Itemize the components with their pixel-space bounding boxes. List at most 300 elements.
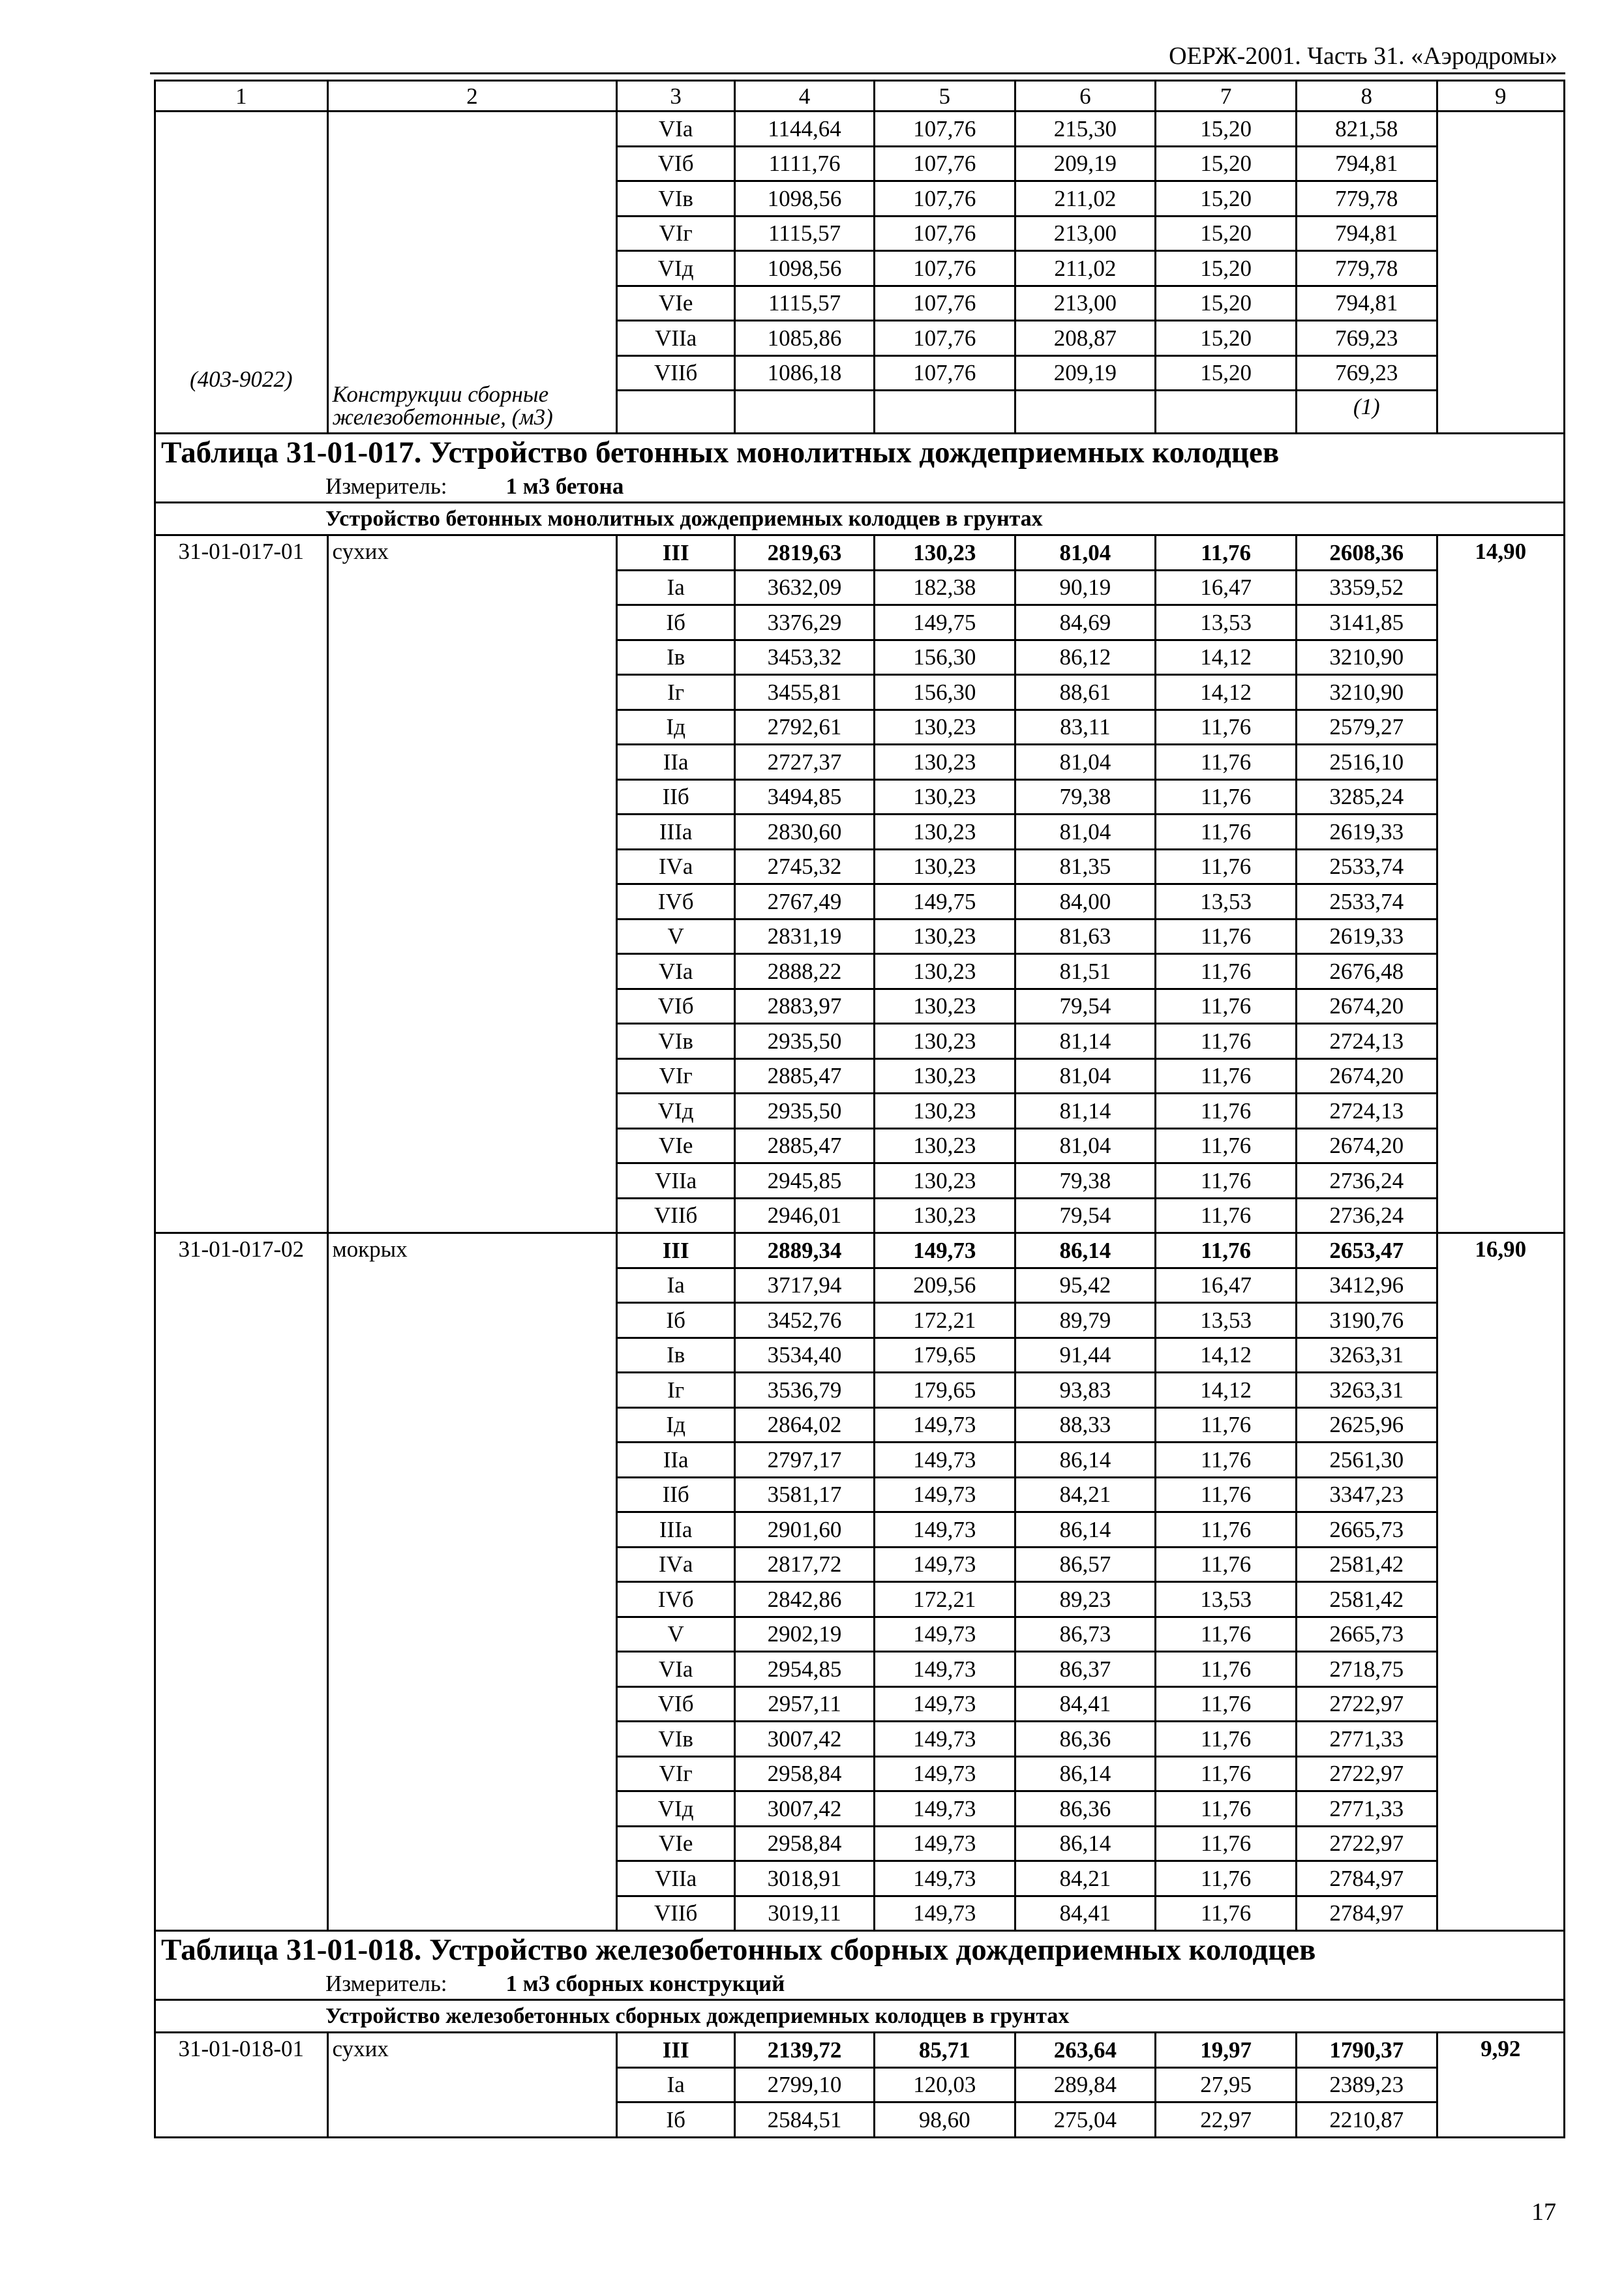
zone-cell: Iа [617, 2067, 735, 2102]
value-cell: 2799,10 [735, 2067, 875, 2102]
value-cell: 2883,97 [735, 989, 875, 1024]
value-cell: 11,76 [1156, 1861, 1297, 1896]
zone-cell: III [617, 535, 735, 571]
value-cell: 107,76 [874, 181, 1015, 217]
table-title-row [155, 1931, 1565, 1969]
col9-cell: 9,92 [1437, 2033, 1564, 2138]
column-number: 3 [617, 81, 735, 112]
value-cell: 81,04 [1015, 1128, 1156, 1163]
value-cell: 149,73 [874, 1407, 1015, 1443]
value-cell: 179,65 [874, 1373, 1015, 1408]
value-cell: 2533,74 [1296, 884, 1437, 920]
value-cell: 11,76 [1156, 710, 1297, 745]
value-cell: 1098,56 [735, 181, 875, 217]
zone-cell: VIIа [617, 1163, 735, 1199]
col9-cell: 14,90 [1437, 535, 1564, 1233]
value-cell: 2797,17 [735, 1443, 875, 1478]
value-cell: 3581,17 [735, 1477, 875, 1512]
zone-cell: IIб [617, 1477, 735, 1512]
value-cell: 81,35 [1015, 849, 1156, 884]
value-cell: 149,73 [874, 1791, 1015, 1827]
column-number: 6 [1015, 81, 1156, 112]
value-cell: 2767,49 [735, 884, 875, 920]
value-cell: 86,14 [1015, 1826, 1156, 1861]
zone-cell: Iв [617, 640, 735, 675]
value-cell: 84,41 [1015, 1896, 1156, 1931]
value-cell: 19,97 [1156, 2033, 1297, 2068]
value-cell: 81,14 [1015, 1024, 1156, 1059]
value-cell: 1098,56 [735, 251, 875, 286]
zone-cell: VIд [617, 1791, 735, 1827]
value-cell: 15,20 [1156, 146, 1297, 181]
value-cell: 3190,76 [1296, 1303, 1437, 1338]
value-cell: 83,11 [1015, 710, 1156, 745]
value-cell: 93,83 [1015, 1373, 1156, 1408]
value-cell: 86,14 [1015, 1443, 1156, 1478]
value-cell: 13,53 [1156, 884, 1297, 920]
value-cell: 211,02 [1015, 181, 1156, 217]
col9-cell [1437, 112, 1564, 434]
subtitle-row [155, 2000, 1565, 2033]
resource-code: (403-9022) [155, 112, 328, 434]
value-cell: 1086,18 [735, 355, 875, 391]
value-cell: 2722,97 [1296, 1756, 1437, 1791]
value-cell: 14,12 [1156, 675, 1297, 710]
zone-cell: IIIа [617, 815, 735, 850]
column-number: 8 [1296, 81, 1437, 112]
value-cell: 11,76 [1156, 989, 1297, 1024]
zone-cell: IIб [617, 779, 735, 815]
value-cell: 3210,90 [1296, 675, 1437, 710]
value-cell: 130,23 [874, 710, 1015, 745]
value-cell: 85,71 [874, 2033, 1015, 2068]
value-cell: 3717,94 [735, 1268, 875, 1303]
value-cell: 84,41 [1015, 1686, 1156, 1722]
value-cell: 11,76 [1156, 1547, 1297, 1582]
value-cell: 11,76 [1156, 745, 1297, 780]
value-cell: 2581,42 [1296, 1582, 1437, 1617]
zone-cell: Iд [617, 710, 735, 745]
value-cell: 11,76 [1156, 1024, 1297, 1059]
zone-cell: VIа [617, 954, 735, 989]
value-cell: 3412,96 [1296, 1268, 1437, 1303]
value-cell: 1085,86 [735, 321, 875, 356]
value-cell: 130,23 [874, 779, 1015, 815]
value-cell: 86,37 [1015, 1652, 1156, 1687]
zone-cell: VIб [617, 989, 735, 1024]
value-cell: 2935,50 [735, 1024, 875, 1059]
value-cell: 2674,20 [1296, 1128, 1437, 1163]
zone-cell: VIв [617, 1024, 735, 1059]
note-cell: (1) [1296, 391, 1437, 434]
value-cell: 2945,85 [735, 1163, 875, 1199]
value-cell: 2958,84 [735, 1756, 875, 1791]
value-cell: 130,23 [874, 989, 1015, 1024]
measure-row [155, 471, 1565, 503]
value-cell: 1111,76 [735, 146, 875, 181]
value-cell: 130,23 [874, 1163, 1015, 1199]
value-cell: 779,78 [1296, 251, 1437, 286]
zone-cell: Iв [617, 1338, 735, 1373]
value-cell: 2784,97 [1296, 1861, 1437, 1896]
value-cell: 130,23 [874, 1128, 1015, 1163]
zone-cell: Iб [617, 1303, 735, 1338]
value-cell: 98,60 [874, 2102, 1015, 2138]
value-cell: 2608,36 [1296, 535, 1437, 571]
value-cell: 2619,33 [1296, 815, 1437, 850]
zone-cell: VIг [617, 1756, 735, 1791]
value-cell: 11,76 [1156, 1163, 1297, 1199]
subtitle-row [155, 503, 1565, 535]
value-cell: 2885,47 [735, 1128, 875, 1163]
value-cell: 2581,42 [1296, 1547, 1437, 1582]
value-cell: 769,23 [1296, 355, 1437, 391]
value-cell: 149,73 [874, 1443, 1015, 1478]
value-cell: 2935,50 [735, 1094, 875, 1129]
rate-name: мокрых [327, 1233, 617, 1931]
zone-cell: III [617, 1233, 735, 1268]
value-cell: 213,00 [1015, 216, 1156, 251]
value-cell: 2889,34 [735, 1233, 875, 1268]
value-cell: 81,14 [1015, 1094, 1156, 1129]
value-cell: 91,44 [1015, 1338, 1156, 1373]
value-cell: 95,42 [1015, 1268, 1156, 1303]
value-cell: 15,20 [1156, 216, 1297, 251]
value-cell: 130,23 [874, 745, 1015, 780]
value-cell: 107,76 [874, 216, 1015, 251]
zone-cell: IVб [617, 884, 735, 920]
value-cell: 769,23 [1296, 321, 1437, 356]
zone-cell: VIб [617, 1686, 735, 1722]
value-cell: 11,76 [1156, 954, 1297, 989]
value-cell: 2674,20 [1296, 1058, 1437, 1094]
value-cell: 81,04 [1015, 1058, 1156, 1094]
value-cell: 2389,23 [1296, 2067, 1437, 2102]
value-cell: 209,56 [874, 1268, 1015, 1303]
rate-code: 31-01-018-01 [155, 2033, 328, 2138]
value-cell: 149,73 [874, 1861, 1015, 1896]
value-cell: 15,20 [1156, 355, 1297, 391]
zone-cell: V [617, 1617, 735, 1652]
value-cell: 84,69 [1015, 605, 1156, 640]
value-cell: 149,73 [874, 1512, 1015, 1548]
value-cell: 3019,11 [735, 1896, 875, 1931]
value-cell: 3347,23 [1296, 1477, 1437, 1512]
value-cell: 81,04 [1015, 745, 1156, 780]
value-cell: 86,12 [1015, 640, 1156, 675]
zone-cell: VIд [617, 1094, 735, 1129]
value-cell: 16,47 [1156, 570, 1297, 605]
value-cell: 2210,87 [1296, 2102, 1437, 2138]
value-cell: 86,14 [1015, 1233, 1156, 1268]
zone-cell: VIд [617, 251, 735, 286]
value-cell: 11,76 [1156, 1791, 1297, 1827]
value-cell: 130,23 [874, 919, 1015, 954]
zone-cell: Iд [617, 1407, 735, 1443]
empty-cell [874, 391, 1015, 434]
value-cell: 11,76 [1156, 1128, 1297, 1163]
column-number: 5 [874, 81, 1015, 112]
value-cell: 2771,33 [1296, 1722, 1437, 1757]
value-cell: 130,23 [874, 815, 1015, 850]
value-cell: 2830,60 [735, 815, 875, 850]
value-cell: 86,14 [1015, 1756, 1156, 1791]
value-cell: 821,58 [1296, 112, 1437, 147]
value-cell: 11,76 [1156, 815, 1297, 850]
value-cell: 2727,37 [735, 745, 875, 780]
value-cell: 79,38 [1015, 779, 1156, 815]
value-cell: 15,20 [1156, 321, 1297, 356]
zone-cell: VIе [617, 286, 735, 321]
value-cell: 11,76 [1156, 1512, 1297, 1548]
value-cell: 130,23 [874, 535, 1015, 571]
value-cell: 2736,24 [1296, 1198, 1437, 1233]
value-cell: 3452,76 [735, 1303, 875, 1338]
value-cell: 2139,72 [735, 2033, 875, 2068]
value-cell: 2957,11 [735, 1686, 875, 1722]
value-cell: 13,53 [1156, 605, 1297, 640]
value-cell: 13,53 [1156, 1303, 1297, 1338]
value-cell: 2901,60 [735, 1512, 875, 1548]
value-cell: 11,76 [1156, 1617, 1297, 1652]
value-cell: 149,73 [874, 1477, 1015, 1512]
value-cell: 11,76 [1156, 1407, 1297, 1443]
value-cell: 3263,31 [1296, 1338, 1437, 1373]
value-cell: 107,76 [874, 286, 1015, 321]
zone-cell: VIб [617, 146, 735, 181]
zone-cell: VIв [617, 1722, 735, 1757]
value-cell: 15,20 [1156, 286, 1297, 321]
value-cell: 794,81 [1296, 146, 1437, 181]
table-row [155, 1233, 1565, 1268]
value-cell: 11,76 [1156, 779, 1297, 815]
value-cell: 3007,42 [735, 1722, 875, 1757]
value-cell: 1144,64 [735, 112, 875, 147]
table-row [155, 2033, 1565, 2068]
zone-cell: IIIа [617, 1512, 735, 1548]
value-cell: 3285,24 [1296, 779, 1437, 815]
empty-cell [1156, 391, 1297, 434]
value-cell: 2619,33 [1296, 919, 1437, 954]
value-cell: 2579,27 [1296, 710, 1437, 745]
value-cell: 130,23 [874, 1024, 1015, 1059]
rates-table [154, 80, 1565, 2138]
value-cell: 1115,57 [735, 216, 875, 251]
zone-cell: VIIб [617, 1198, 735, 1233]
table-row [155, 535, 1565, 571]
table-subtitle: Устройство железобетонных сборных дождеприемных колодцев в грунтах [155, 2000, 1565, 2033]
value-cell: 2885,47 [735, 1058, 875, 1094]
zone-cell: VIIа [617, 321, 735, 356]
value-cell: 289,84 [1015, 2067, 1156, 2102]
zone-cell: VIв [617, 181, 735, 217]
zone-cell: VIIа [617, 1861, 735, 1896]
value-cell: 11,76 [1156, 1477, 1297, 1512]
table-title-row [155, 434, 1565, 471]
page-number: 17 [1531, 2198, 1556, 2226]
rate-code: 31-01-017-01 [155, 535, 328, 1233]
zone-cell: III [617, 2033, 735, 2068]
value-cell: 15,20 [1156, 251, 1297, 286]
value-cell: 11,76 [1156, 1443, 1297, 1478]
empty-cell [617, 391, 735, 434]
value-cell: 2888,22 [735, 954, 875, 989]
value-cell: 130,23 [874, 954, 1015, 989]
column-number: 1 [155, 81, 328, 112]
value-cell: 2817,72 [735, 1547, 875, 1582]
value-cell: 107,76 [874, 112, 1015, 147]
value-cell: 2533,74 [1296, 849, 1437, 884]
value-cell: 779,78 [1296, 181, 1437, 217]
value-cell: 11,76 [1156, 1094, 1297, 1129]
value-cell: 11,76 [1156, 1233, 1297, 1268]
value-cell: 156,30 [874, 675, 1015, 710]
value-cell: 130,23 [874, 1094, 1015, 1129]
table-subtitle: Устройство бетонных монолитных дождеприемных колодцев в грунтах [155, 503, 1565, 535]
value-cell: 2902,19 [735, 1617, 875, 1652]
value-cell: 88,33 [1015, 1407, 1156, 1443]
value-cell: 11,76 [1156, 919, 1297, 954]
value-cell: 149,75 [874, 884, 1015, 920]
value-cell: 84,21 [1015, 1861, 1156, 1896]
value-cell: 3632,09 [735, 570, 875, 605]
value-cell: 2792,61 [735, 710, 875, 745]
value-cell: 149,73 [874, 1686, 1015, 1722]
value-cell: 794,81 [1296, 286, 1437, 321]
value-cell: 179,65 [874, 1338, 1015, 1373]
value-cell: 2516,10 [1296, 745, 1437, 780]
value-cell: 11,76 [1156, 1198, 1297, 1233]
zone-cell: VIе [617, 1826, 735, 1861]
value-cell: 149,73 [874, 1896, 1015, 1931]
value-cell: 81,51 [1015, 954, 1156, 989]
value-cell: 2653,47 [1296, 1233, 1437, 1268]
value-cell: 275,04 [1015, 2102, 1156, 2138]
value-cell: 11,76 [1156, 1722, 1297, 1757]
value-cell: 1115,57 [735, 286, 875, 321]
value-cell: 149,73 [874, 1233, 1015, 1268]
zone-cell: IIа [617, 745, 735, 780]
value-cell: 107,76 [874, 355, 1015, 391]
value-cell: 3455,81 [735, 675, 875, 710]
value-cell: 86,57 [1015, 1547, 1156, 1582]
zone-cell: V [617, 919, 735, 954]
zone-cell: IVа [617, 1547, 735, 1582]
value-cell: 130,23 [874, 1058, 1015, 1094]
value-cell: 84,00 [1015, 884, 1156, 920]
column-number-row [155, 81, 1565, 112]
value-cell: 130,23 [874, 1198, 1015, 1233]
value-cell: 149,73 [874, 1826, 1015, 1861]
value-cell: 14,12 [1156, 1338, 1297, 1373]
value-cell: 2736,24 [1296, 1163, 1437, 1199]
header-title: ОЕРЖ-2001. Часть 31. «Аэродромы» [1169, 42, 1557, 70]
measure-unit [155, 471, 1565, 503]
zone-cell: VIг [617, 216, 735, 251]
value-cell: 13,53 [1156, 1582, 1297, 1617]
value-cell: 14,12 [1156, 640, 1297, 675]
value-cell: 81,63 [1015, 919, 1156, 954]
value-cell: 211,02 [1015, 251, 1156, 286]
zone-cell: VIIб [617, 1896, 735, 1931]
value-cell: 107,76 [874, 251, 1015, 286]
value-cell: 2831,19 [735, 919, 875, 954]
value-cell: 130,23 [874, 849, 1015, 884]
value-cell: 89,23 [1015, 1582, 1156, 1617]
measure-label: Измеритель: [325, 473, 447, 500]
rate-name: сухих [327, 2033, 617, 2138]
value-cell: 2819,63 [735, 535, 875, 571]
rate-code: 31-01-017-02 [155, 1233, 328, 1931]
column-number: 7 [1156, 81, 1297, 112]
value-cell: 172,21 [874, 1582, 1015, 1617]
value-cell: 3534,40 [735, 1338, 875, 1373]
value-cell: 2676,48 [1296, 954, 1437, 989]
value-cell: 11,76 [1156, 849, 1297, 884]
value-cell: 3359,52 [1296, 570, 1437, 605]
zone-cell: VIа [617, 1652, 735, 1687]
empty-cell [1015, 391, 1156, 434]
column-number: 4 [735, 81, 875, 112]
value-cell: 2864,02 [735, 1407, 875, 1443]
value-cell: 3018,91 [735, 1861, 875, 1896]
value-cell: 3007,42 [735, 1791, 875, 1827]
value-cell: 81,04 [1015, 535, 1156, 571]
value-cell: 84,21 [1015, 1477, 1156, 1512]
empty-cell [735, 391, 875, 434]
value-cell: 3376,29 [735, 605, 875, 640]
value-cell: 11,76 [1156, 1826, 1297, 1861]
value-cell: 107,76 [874, 146, 1015, 181]
value-cell: 794,81 [1296, 216, 1437, 251]
page-header [150, 38, 1565, 74]
value-cell: 156,30 [874, 640, 1015, 675]
value-cell: 81,04 [1015, 815, 1156, 850]
column-number: 2 [327, 81, 617, 112]
value-cell: 16,47 [1156, 1268, 1297, 1303]
value-cell: 86,14 [1015, 1512, 1156, 1548]
value-cell: 15,20 [1156, 112, 1297, 147]
zone-cell: Iб [617, 605, 735, 640]
value-cell: 86,36 [1015, 1791, 1156, 1827]
value-cell: 88,61 [1015, 675, 1156, 710]
value-cell: 2771,33 [1296, 1791, 1437, 1827]
value-cell: 11,76 [1156, 1652, 1297, 1687]
value-cell: 263,64 [1015, 2033, 1156, 2068]
value-cell: 15,20 [1156, 181, 1297, 217]
value-cell: 209,19 [1015, 146, 1156, 181]
zone-cell: VIа [617, 112, 735, 147]
value-cell: 14,12 [1156, 1373, 1297, 1408]
value-cell: 2842,86 [735, 1582, 875, 1617]
value-cell: 79,38 [1015, 1163, 1156, 1199]
measure-value: 1 м3 бетона [505, 473, 624, 500]
zone-cell: IVа [617, 849, 735, 884]
measure-unit [155, 1969, 1565, 2000]
value-cell: 27,95 [1156, 2067, 1297, 2102]
zone-cell: Iа [617, 570, 735, 605]
measure-row [155, 1969, 1565, 2000]
value-cell: 2722,97 [1296, 1686, 1437, 1722]
value-cell: 2958,84 [735, 1826, 875, 1861]
value-cell: 2674,20 [1296, 989, 1437, 1024]
value-cell: 172,21 [874, 1303, 1015, 1338]
value-cell: 149,73 [874, 1547, 1015, 1582]
value-cell: 208,87 [1015, 321, 1156, 356]
value-cell: 2625,96 [1296, 1407, 1437, 1443]
value-cell: 149,75 [874, 605, 1015, 640]
value-cell: 1790,37 [1296, 2033, 1437, 2068]
